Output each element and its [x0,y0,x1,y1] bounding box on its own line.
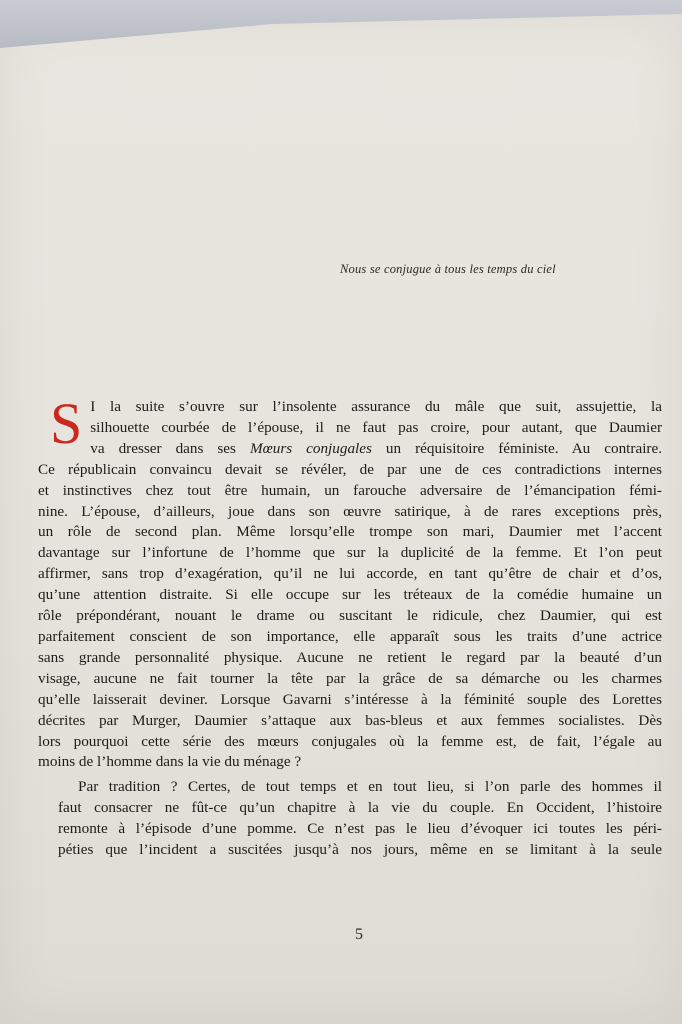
text-line: décrites par Murger, Daumier s’attaque aux bas-bleus et aux femmes socialistes. Dès [38,711,662,729]
text-line: davantage sur l’infortune de l’homme que sur la duplicité de la femme. Et l’on peut [38,544,662,562]
text-line: affirmer, sans trop d’exagération, qu’il ne lui accorde, en tant qu’être de chair et d’os, [38,565,662,583]
epigraph: Nous se conjugue à tous les temps du ciel [340,262,556,276]
paragraph-1 [38,391,663,773]
text-line: qu’une attention distraite. Si elle occupe sur les tréteaux de la comédie humaine un [38,586,662,604]
text-line: remonte à l’épisode d’une pomme. Ce n’est pas le lieu d’évoquer ici toutes les péri- [58,820,662,838]
text-line: sans grande personnalité physique. Aucune ne retient le regard par la beauté d’un [38,648,662,666]
text-line: rôle prépondérant, nouant le drame ou suscitant le ridicule, chez Daumier, qui est [38,607,662,625]
text-line: Par tradition ? Certes, de tout temps et en tout lieu, si l’on parle des hommes il [78,778,662,796]
text-line: va dresser dans ses Mœurs conjugales un réquisitoire féministe. Au contraire. [90,439,663,457]
text-line: qu’elle laisserait deviner. Lorsque Gavarni s’intéresse à la féminité souple des Lorettes [38,690,662,708]
text-line: péties que l’incident a suscitées jusqu’à nos jours, même en se limitant à la seule [58,841,662,859]
text-line: Ce républicain convaincu devait se révéler, de par une de ces contradictions internes [38,460,662,478]
text-line: lors pourquoi cette série des mœurs conjugales où la femme est, de fait, l’égale au [38,732,662,750]
text-line: nine. L’épouse, d’ailleurs, joue dans son œuvre satirique, à de rares exceptions près, [38,502,662,520]
text-line: silhouette courbée de l’épouse, il ne faut pas croire, pour autant, que Daumier [90,418,662,436]
body-text [38,391,663,861]
text-line: I la suite s’ouvre sur l’insolente assurance du mâle que suit, assujettie, la [90,398,662,415]
page-number: 5 [355,926,363,943]
paragraph-2 [38,777,662,861]
book-title: Mœurs conjugales [249,439,372,457]
text-line: et instinctives chez tout être humain, un farouche adversaire de l’émancipation fémi- [38,481,662,499]
text-line: faut consacrer ne fût-ce qu’un chapitre à la vie du couple. En Occident, l’histoire [58,799,662,817]
text-line: moins de l’homme dans la vie du ménage ? [38,753,302,771]
text-line: un rôle de second plan. Même lorsqu’elle trompe son mari, Daumier met l’accent [38,523,662,541]
text-line: parfaitement conscient de son importance, elle apparaît sous les traits d’une actrice [38,627,662,645]
drop-cap: S [50,391,83,456]
text-line: visage, aucune ne fait tourner la tête par la grâce de sa démarche ou les charmes [38,669,662,687]
